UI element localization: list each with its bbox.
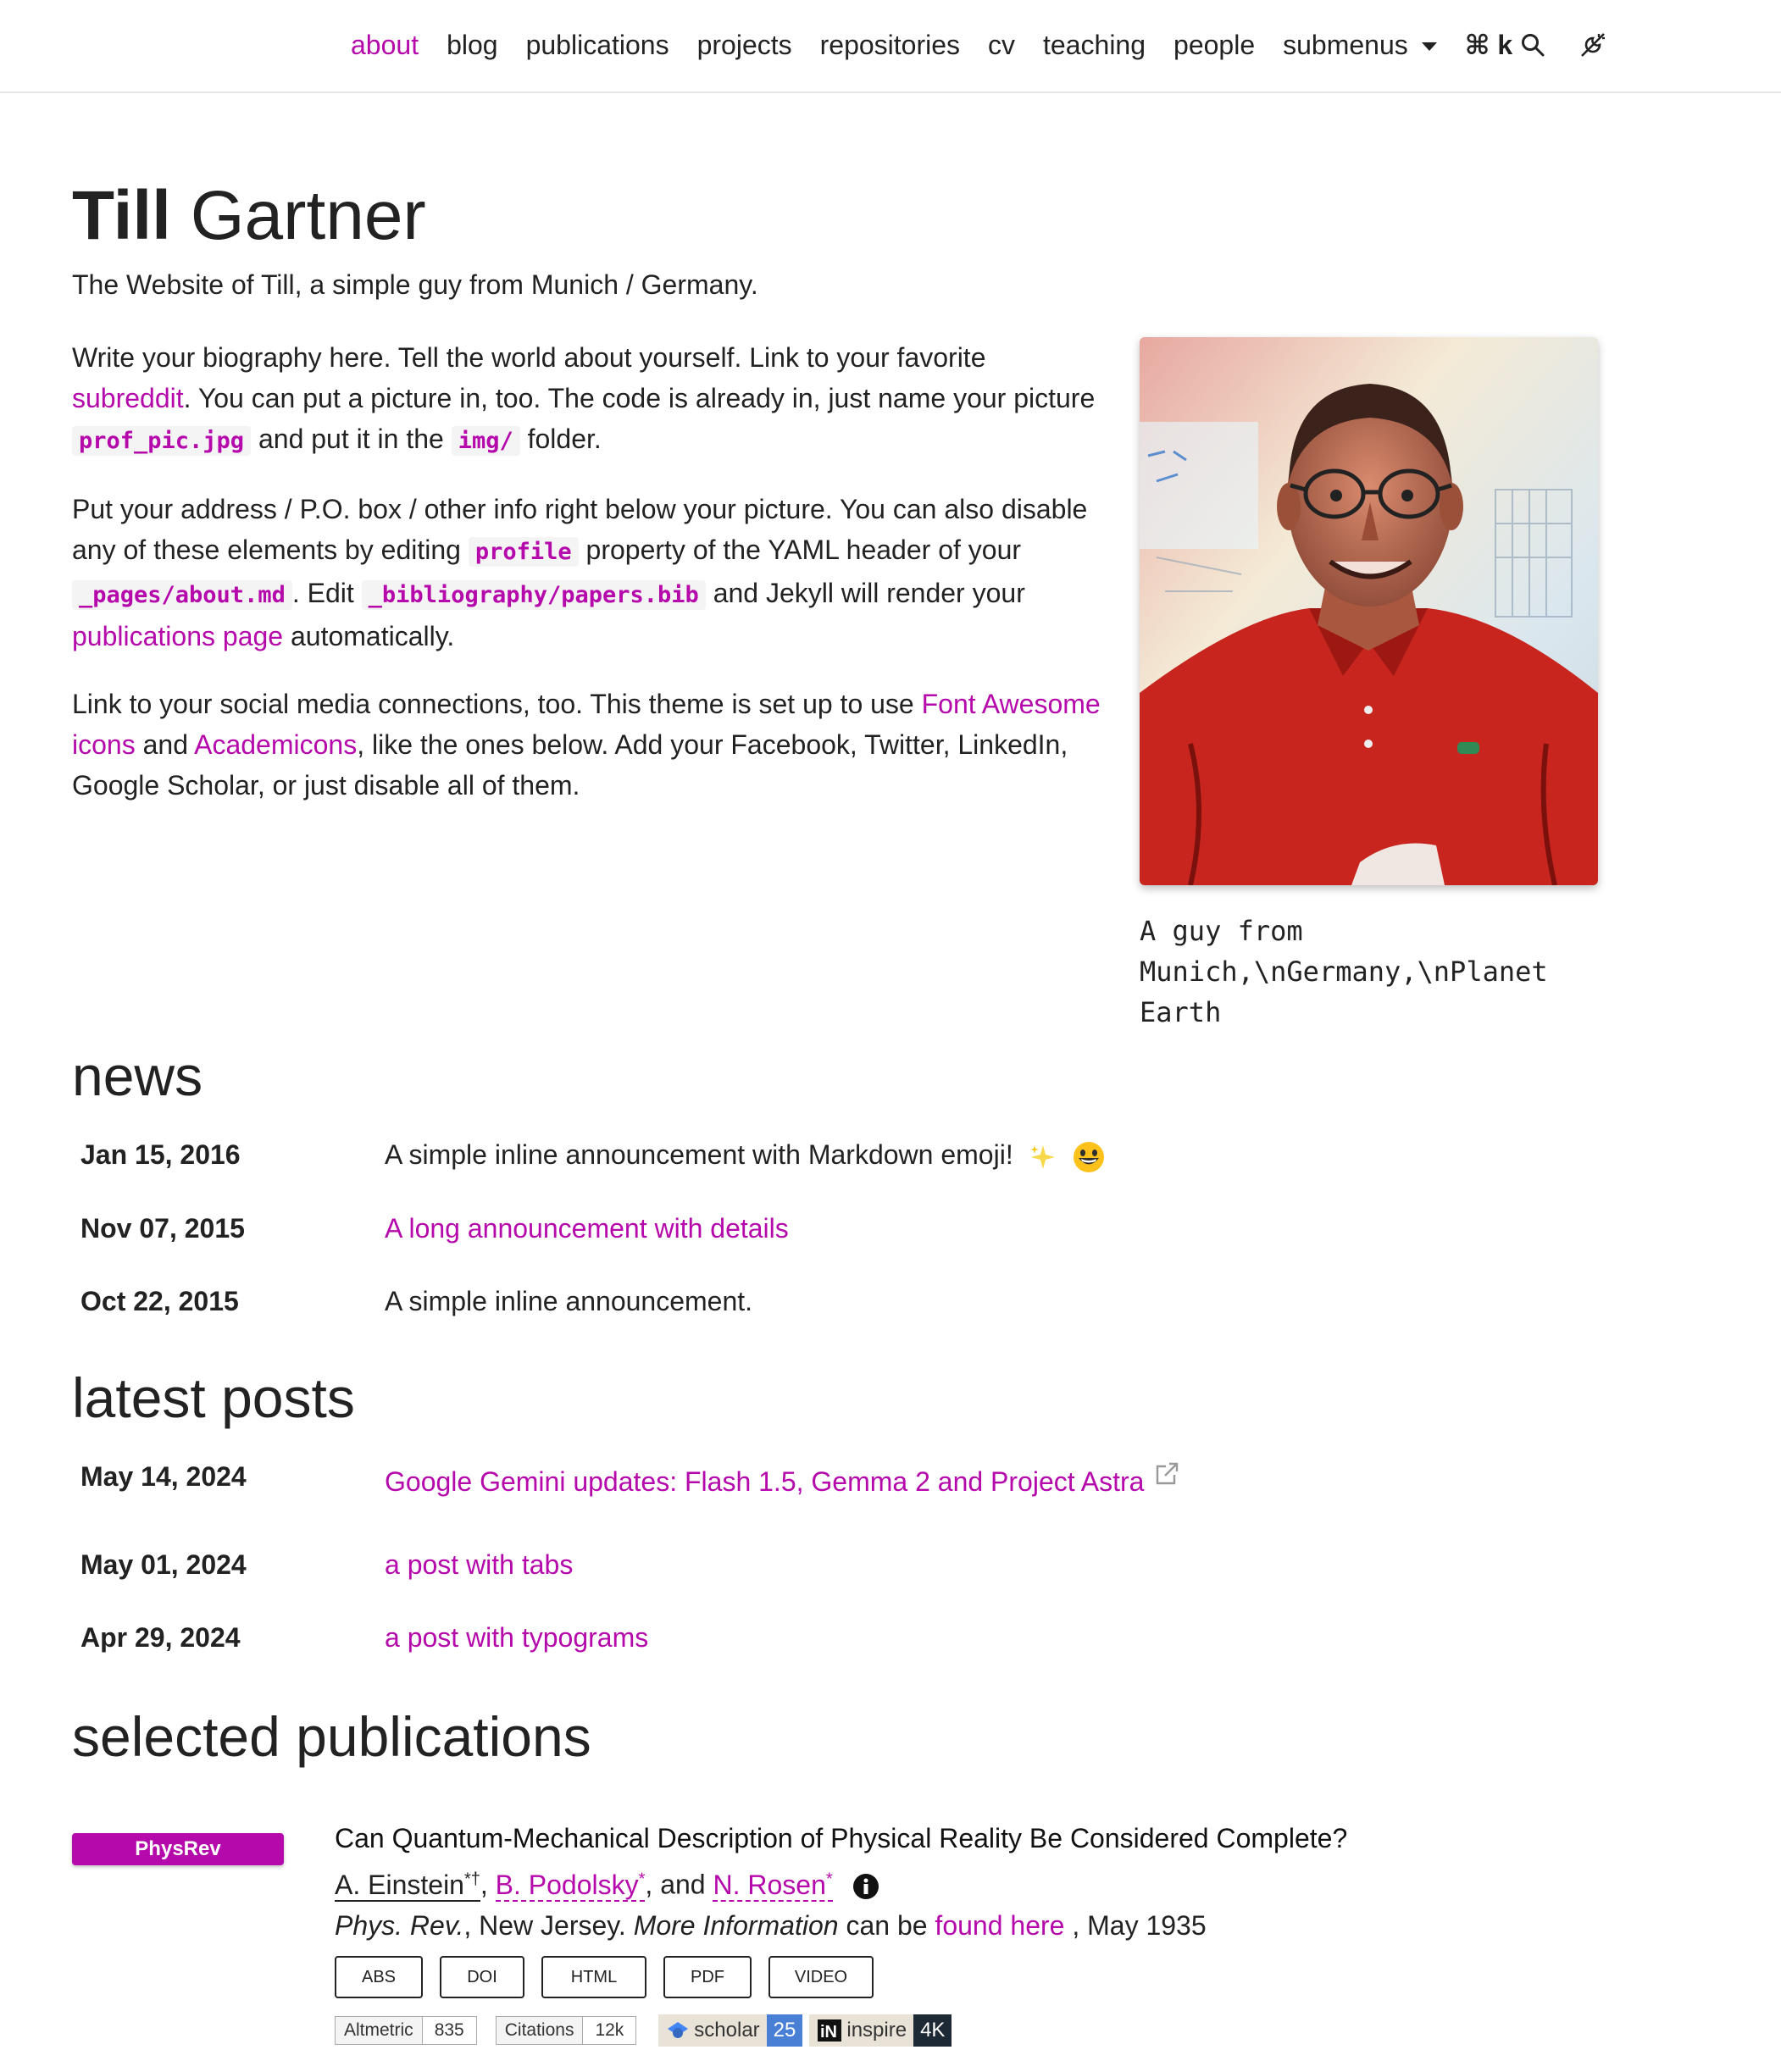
academicons-link[interactable]: Academicons — [194, 729, 358, 760]
page-title — [72, 174, 426, 258]
nav-submenus-dropdown[interactable] — [1283, 30, 1437, 61]
abs-button[interactable]: ABS — [335, 1956, 423, 1998]
inspire-icon — [818, 2019, 841, 2042]
news-date: Oct 22, 2015 — [80, 1286, 239, 1316]
post-link[interactable]: a post with typograms — [385, 1622, 649, 1653]
bio-paragraph-3: Link to your social media connections, too. This theme is set up to use Font Awesome icons and Academicons, like the ones below. Add your Facebook, Twitter, LinkedIn, Google Scholar, or just disable all of them. — [72, 689, 1101, 801]
news-date: Jan 15, 2016 — [80, 1139, 241, 1170]
page-description: The Website of Till, a simple guy from Munich / Germany. — [72, 269, 758, 300]
bio-paragraph-2: Put your address / P.O. box / other info right below your picture. You can also disable any of these elements by editing profile property of the YAML header of your _pages/about.md . Edit _bibliography/papers.bib and Jekyll will render your publications page automatically. — [72, 494, 1088, 651]
publication-periodical: Phys. Rev., New Jersey. More Information can be found here , May 1935 — [335, 1909, 1207, 1941]
publication-badges — [335, 2014, 1563, 2047]
author-link[interactable]: B. Podolsky* — [495, 1869, 646, 1900]
post-date: May 14, 2024 — [80, 1461, 247, 1492]
svg-text:iN: iN — [820, 2022, 838, 2042]
nav-people[interactable]: people — [1173, 29, 1256, 60]
nav-repositories[interactable]: repositories — [819, 29, 961, 60]
profile — [1140, 337, 1598, 1033]
nav-projects[interactable]: projects — [696, 29, 792, 60]
code-about-md: _pages/about.md — [72, 580, 292, 610]
news-content: A simple inline announcement. — [385, 1286, 753, 1316]
external-link-icon[interactable] — [1154, 1461, 1179, 1487]
latest-posts-heading: latest posts — [72, 1366, 355, 1429]
video-button[interactable]: VIDEO — [768, 1956, 874, 1998]
author-link[interactable]: N. Rosen* — [713, 1869, 833, 1900]
inspire-badge[interactable]: iN inspire 4K — [809, 2014, 952, 2047]
post-date: May 01, 2024 — [80, 1549, 247, 1580]
nav-menu — [351, 0, 1607, 90]
publications-heading: selected publications — [72, 1705, 591, 1768]
navbar — [0, 0, 1781, 93]
scholar-icon — [667, 2020, 689, 2041]
title-first-name: Till — [72, 177, 171, 254]
nav-blog[interactable]: blog — [447, 29, 498, 60]
about-text — [72, 337, 1106, 833]
publication-abbr-badge[interactable]: PhysRev — [72, 1833, 284, 1865]
search-icon — [1521, 33, 1545, 57]
publication-authors: A. Einstein*†, B. Podolsky*, and N. Rosen* — [335, 1859, 1563, 1905]
code-papers-bib: _bibliography/papers.bib — [362, 580, 706, 610]
doi-button[interactable]: DOI — [440, 1956, 524, 1998]
search-button[interactable] — [1465, 29, 1545, 61]
found-here-link[interactable]: found here — [935, 1909, 1065, 1941]
news-date: Nov 07, 2015 — [80, 1213, 245, 1244]
publication-title: Can Quantum-Mechanical Description of Physical Reality Be Considered Complete? — [335, 1823, 1348, 1853]
info-icon[interactable] — [852, 1873, 879, 1900]
search-shortcut: ⌘ k — [1464, 30, 1513, 60]
code-profile: profile — [469, 537, 579, 567]
code-img-folder: img/ — [452, 426, 520, 456]
post-content — [385, 1466, 1179, 1498]
bio-paragraph-1: Write your biography here. Tell the world about yourself. Link to your favorite subreddit. You can put a picture in, too. The code is already in, just name your picture prof_pic.jpg and put it in the img/ folder. — [72, 342, 1096, 454]
post-date: Apr 29, 2024 — [80, 1622, 241, 1653]
title-last-name: Gartner — [170, 177, 426, 254]
caret-down-icon — [1422, 42, 1437, 51]
citations-badge[interactable]: Citations 12k — [496, 2016, 637, 2045]
theme-toggle-button[interactable] — [1578, 30, 1607, 59]
profile-caption: A guy from Munich,\nGermany,\nPlanet Earth — [1140, 915, 1548, 1028]
portrait-illustration — [1140, 337, 1598, 885]
nav-cv[interactable]: cv — [988, 29, 1016, 60]
profile-picture[interactable] — [1140, 337, 1598, 885]
nav-publications[interactable]: publications — [525, 29, 669, 60]
news-link[interactable]: A long announcement with details — [385, 1213, 789, 1244]
smile-emoji-icon — [1072, 1140, 1106, 1174]
pdf-button[interactable]: PDF — [663, 1956, 752, 1998]
news-content: A simple inline announcement with Markdown emoji! — [385, 1139, 1106, 1174]
code-prof-pic: prof_pic.jpg — [72, 426, 251, 456]
google-scholar-badge[interactable]: scholar 25 — [658, 2014, 802, 2047]
altmetric-badge[interactable]: Altmetric 835 — [335, 2016, 477, 2045]
publication-body — [335, 1818, 1563, 2047]
news-heading: news — [72, 1044, 203, 1107]
nav-submenus-label: submenus — [1283, 29, 1408, 60]
publications-page-link[interactable]: publications page — [72, 621, 284, 651]
post-link[interactable]: a post with tabs — [385, 1549, 574, 1580]
author-self: A. Einstein*† — [335, 1869, 480, 1900]
sparkles-icon — [1028, 1142, 1058, 1172]
nav-teaching[interactable]: teaching — [1043, 29, 1146, 60]
nav-about[interactable]: about — [351, 29, 419, 60]
theme-auto-icon — [1578, 30, 1607, 59]
html-button[interactable]: HTML — [541, 1956, 646, 1998]
subreddit-link[interactable]: subreddit — [72, 383, 184, 413]
post-link[interactable]: Google Gemini updates: Flash 1.5, Gemma 2 and Project Astra — [385, 1466, 1145, 1497]
font-awesome-link[interactable]: Font Awesome icons — [72, 689, 1101, 760]
publication-buttons — [335, 1956, 1563, 1998]
